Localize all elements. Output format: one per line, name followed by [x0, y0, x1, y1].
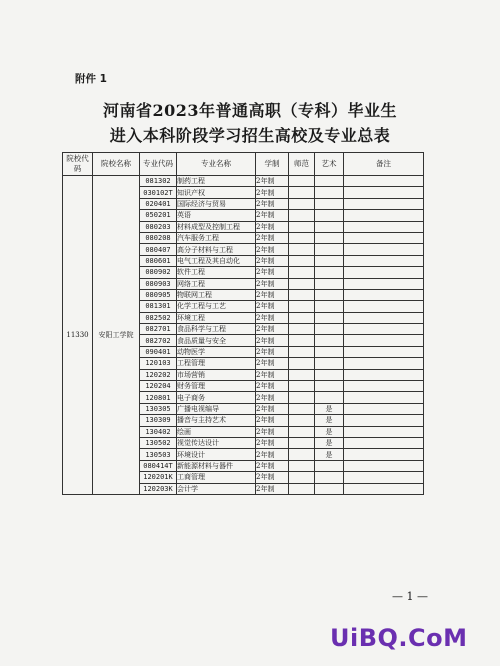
normal-cell — [289, 210, 315, 221]
major-code-cell: 080903 — [140, 278, 177, 289]
major-name-cell: 新能源材料与器件 — [177, 460, 256, 471]
major-code-cell: 130502 — [140, 437, 177, 448]
major-code-cell: 020401 — [140, 198, 177, 209]
major-code-cell: 120801 — [140, 392, 177, 403]
major-code-cell: 080902 — [140, 267, 177, 278]
remarks-cell — [344, 483, 424, 494]
normal-cell — [289, 324, 315, 335]
art-cell: 是 — [315, 426, 344, 437]
major-name-cell: 市场营销 — [177, 369, 256, 380]
normal-cell — [289, 289, 315, 300]
duration-cell: 2年制 — [256, 187, 289, 198]
major-code-cell: 080407 — [140, 244, 177, 255]
major-code-cell: 090401 — [140, 346, 177, 357]
duration-cell: 2年制 — [256, 301, 289, 312]
art-cell — [315, 221, 344, 232]
normal-cell — [289, 437, 315, 448]
remarks-cell — [344, 198, 424, 209]
remarks-cell — [344, 267, 424, 278]
art-cell — [315, 244, 344, 255]
major-code-cell: 130309 — [140, 415, 177, 426]
art-cell — [315, 232, 344, 243]
major-code-cell: 120103 — [140, 358, 177, 369]
major-code-cell: 130305 — [140, 403, 177, 414]
major-code-cell: 130402 — [140, 426, 177, 437]
art-cell — [315, 289, 344, 300]
normal-cell — [289, 198, 315, 209]
art-cell: 是 — [315, 449, 344, 460]
major-name-cell: 电气工程及其自动化 — [177, 255, 256, 266]
major-code-cell: 120202 — [140, 369, 177, 380]
remarks-cell — [344, 381, 424, 392]
art-cell: 是 — [315, 415, 344, 426]
art-cell: 是 — [315, 403, 344, 414]
art-cell — [315, 392, 344, 403]
normal-cell — [289, 244, 315, 255]
major-code-cell: 030102T — [140, 187, 177, 198]
major-name-cell: 财务管理 — [177, 381, 256, 392]
header-major-name: 专业名称 — [177, 153, 256, 176]
major-code-cell: 081301 — [140, 301, 177, 312]
art-cell — [315, 255, 344, 266]
major-code-cell: 050201 — [140, 210, 177, 221]
normal-cell — [289, 278, 315, 289]
remarks-cell — [344, 415, 424, 426]
major-name-cell: 播音与主持艺术 — [177, 415, 256, 426]
duration-cell: 2年制 — [256, 381, 289, 392]
normal-cell — [289, 221, 315, 232]
art-cell — [315, 324, 344, 335]
remarks-cell — [344, 324, 424, 335]
remarks-cell — [344, 255, 424, 266]
normal-cell — [289, 255, 315, 266]
normal-cell — [289, 449, 315, 460]
duration-cell: 2年制 — [256, 449, 289, 460]
major-name-cell: 国际经济与贸易 — [177, 198, 256, 209]
school-name-cell: 安阳工学院 — [93, 176, 140, 495]
remarks-cell — [344, 176, 424, 187]
art-cell — [315, 358, 344, 369]
remarks-cell — [344, 346, 424, 357]
header-normal: 师范 — [289, 153, 315, 176]
header-duration: 学制 — [256, 153, 289, 176]
major-name-cell: 环境工程 — [177, 312, 256, 323]
duration-cell: 2年制 — [256, 460, 289, 471]
duration-cell: 2年制 — [256, 415, 289, 426]
art-cell — [315, 472, 344, 483]
document-title-line-1: 河南省2023年普通高职（专科）毕业生 — [102, 101, 398, 120]
duration-cell: 2年制 — [256, 176, 289, 187]
duration-cell: 2年制 — [256, 403, 289, 414]
remarks-cell — [344, 392, 424, 403]
art-cell — [315, 210, 344, 221]
major-code-cell: 082502 — [140, 312, 177, 323]
watermark-logo: UiBQ.CoM — [330, 624, 468, 652]
remarks-cell — [344, 460, 424, 471]
major-name-cell: 网络工程 — [177, 278, 256, 289]
header-school-name: 院校名称 — [93, 153, 140, 176]
major-code-cell: 130503 — [140, 449, 177, 460]
normal-cell — [289, 369, 315, 380]
major-name-cell: 工程管理 — [177, 358, 256, 369]
normal-cell — [289, 392, 315, 403]
remarks-cell — [344, 312, 424, 323]
major-name-cell: 英语 — [177, 210, 256, 221]
normal-cell — [289, 346, 315, 357]
remarks-cell — [344, 403, 424, 414]
remarks-cell — [344, 278, 424, 289]
art-cell — [315, 335, 344, 346]
page-number: — 1 — — [392, 590, 428, 603]
duration-cell: 2年制 — [256, 255, 289, 266]
major-name-cell: 汽车服务工程 — [177, 232, 256, 243]
table-header-row — [63, 153, 424, 176]
duration-cell: 2年制 — [256, 358, 289, 369]
school-code-cell: 11330 — [63, 176, 93, 495]
major-name-cell: 广播电视编导 — [177, 403, 256, 414]
normal-cell — [289, 176, 315, 187]
duration-cell: 2年制 — [256, 324, 289, 335]
duration-cell: 2年制 — [256, 335, 289, 346]
normal-cell — [289, 426, 315, 437]
duration-cell: 2年制 — [256, 221, 289, 232]
table-body — [63, 176, 424, 495]
major-code-cell: 120204 — [140, 381, 177, 392]
major-name-cell: 材料成型及控制工程 — [177, 221, 256, 232]
normal-cell — [289, 460, 315, 471]
major-name-cell: 物联网工程 — [177, 289, 256, 300]
duration-cell: 2年制 — [256, 369, 289, 380]
document-title-line-2: 进入本科阶段学习招生高校及专业总表 — [109, 126, 391, 145]
art-cell — [315, 381, 344, 392]
duration-cell: 2年制 — [256, 346, 289, 357]
duration-cell: 2年制 — [256, 278, 289, 289]
major-code-cell: 081302 — [140, 176, 177, 187]
remarks-cell — [344, 187, 424, 198]
duration-cell: 2年制 — [256, 312, 289, 323]
major-name-cell: 化学工程与工艺 — [177, 301, 256, 312]
normal-cell — [289, 267, 315, 278]
major-name-cell: 食品质量与安全 — [177, 335, 256, 346]
major-name-cell: 电子商务 — [177, 392, 256, 403]
duration-cell: 2年制 — [256, 244, 289, 255]
art-cell — [315, 346, 344, 357]
remarks-cell — [344, 221, 424, 232]
duration-cell: 2年制 — [256, 267, 289, 278]
major-name-cell: 制药工程 — [177, 176, 256, 187]
remarks-cell — [344, 210, 424, 221]
majors-table — [62, 152, 424, 495]
duration-cell: 2年制 — [256, 392, 289, 403]
major-code-cell: 080905 — [140, 289, 177, 300]
major-name-cell: 工商管理 — [177, 472, 256, 483]
major-code-cell: 080208 — [140, 232, 177, 243]
remarks-cell — [344, 472, 424, 483]
remarks-cell — [344, 335, 424, 346]
major-name-cell: 视觉传达设计 — [177, 437, 256, 448]
normal-cell — [289, 301, 315, 312]
duration-cell: 2年制 — [256, 210, 289, 221]
art-cell: 是 — [315, 437, 344, 448]
art-cell — [315, 369, 344, 380]
normal-cell — [289, 483, 315, 494]
art-cell — [315, 198, 344, 209]
major-name-cell: 绘画 — [177, 426, 256, 437]
normal-cell — [289, 358, 315, 369]
major-code-cell: 080203 — [140, 221, 177, 232]
header-school-code: 院校代码 — [63, 153, 93, 176]
normal-cell — [289, 472, 315, 483]
major-name-cell: 软件工程 — [177, 267, 256, 278]
duration-cell: 2年制 — [256, 198, 289, 209]
major-name-cell: 高分子材料与工程 — [177, 244, 256, 255]
remarks-cell — [344, 437, 424, 448]
header-art: 艺术 — [315, 153, 344, 176]
normal-cell — [289, 403, 315, 414]
major-code-cell: 082702 — [140, 335, 177, 346]
duration-cell: 2年制 — [256, 483, 289, 494]
art-cell — [315, 187, 344, 198]
duration-cell: 2年制 — [256, 232, 289, 243]
duration-cell: 2年制 — [256, 472, 289, 483]
major-code-cell: 120203K — [140, 483, 177, 494]
normal-cell — [289, 415, 315, 426]
remarks-cell — [344, 301, 424, 312]
remarks-cell — [344, 369, 424, 380]
remarks-cell — [344, 244, 424, 255]
duration-cell: 2年制 — [256, 437, 289, 448]
art-cell — [315, 460, 344, 471]
art-cell — [315, 176, 344, 187]
remarks-cell — [344, 426, 424, 437]
normal-cell — [289, 335, 315, 346]
major-code-cell: 082701 — [140, 324, 177, 335]
art-cell — [315, 267, 344, 278]
major-code-cell: 120201K — [140, 472, 177, 483]
duration-cell: 2年制 — [256, 426, 289, 437]
attachment-label: 附件 1 — [75, 73, 107, 85]
art-cell — [315, 312, 344, 323]
normal-cell — [289, 232, 315, 243]
duration-cell: 2年制 — [256, 289, 289, 300]
major-code-cell: 080414T — [140, 460, 177, 471]
normal-cell — [289, 187, 315, 198]
normal-cell — [289, 312, 315, 323]
major-name-cell: 会计学 — [177, 483, 256, 494]
normal-cell — [289, 381, 315, 392]
art-cell — [315, 278, 344, 289]
major-name-cell: 食品科学与工程 — [177, 324, 256, 335]
major-name-cell: 知识产权 — [177, 187, 256, 198]
remarks-cell — [344, 232, 424, 243]
table-row — [63, 176, 424, 187]
header-remarks: 备注 — [344, 153, 424, 176]
major-name-cell: 动物医学 — [177, 346, 256, 357]
art-cell — [315, 483, 344, 494]
remarks-cell — [344, 449, 424, 460]
art-cell — [315, 301, 344, 312]
major-code-cell: 080601 — [140, 255, 177, 266]
remarks-cell — [344, 289, 424, 300]
header-major-code: 专业代码 — [140, 153, 177, 176]
major-name-cell: 环境设计 — [177, 449, 256, 460]
remarks-cell — [344, 358, 424, 369]
